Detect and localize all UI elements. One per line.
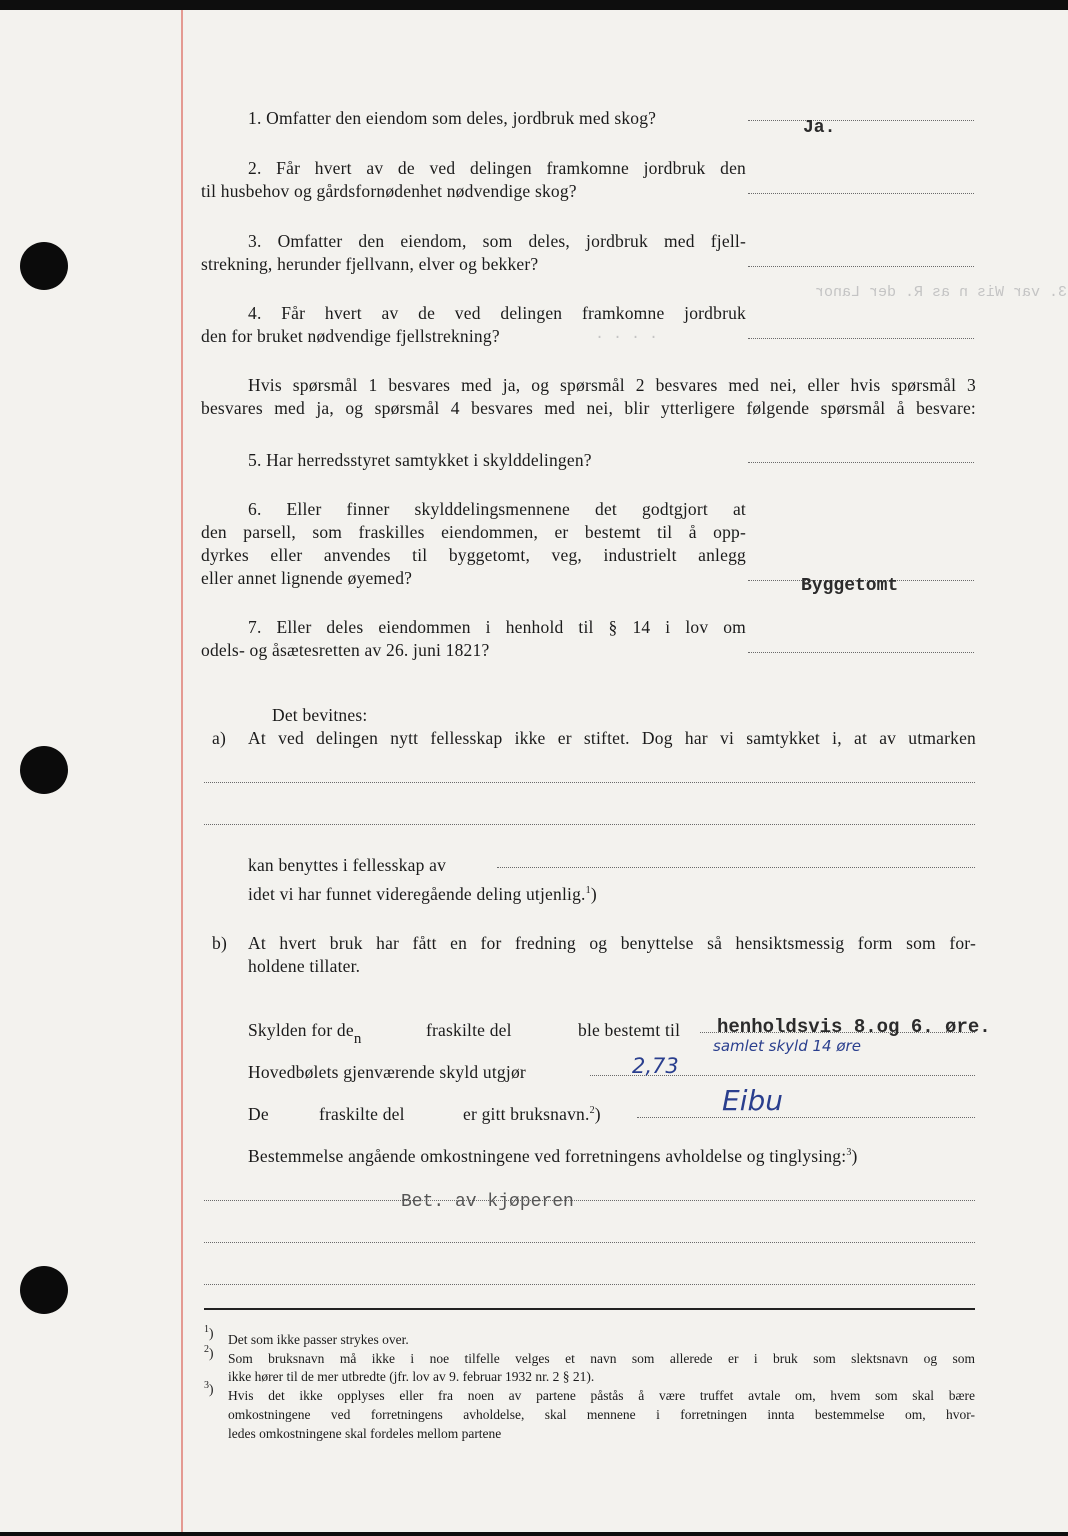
answer-1: Ja. xyxy=(803,118,836,138)
footnote-2-line-1: Som bruksnavn må ikke i noe tilfelle velges et navn som allerede er i bruk som slektsnavn og som xyxy=(228,1351,975,1366)
hovedbol-value: 2,73 xyxy=(632,1054,679,1078)
footnote-3-mark: $^3$) xyxy=(204,1380,214,1397)
footnote-3-line-3: ledes omkostningene skal fordeles mellom partene xyxy=(228,1426,502,1441)
fill-line-a-3[interactable] xyxy=(497,867,975,868)
answer-line-7[interactable] xyxy=(748,652,974,653)
item-a-line-3: idet vi har funnet videregående deling utjenlig.$^1$) xyxy=(248,884,597,904)
punch-hole xyxy=(20,242,68,290)
condition-line-2: besvares med ja, og spørsmål 4 besvares med nei, blir ytterligere følgende spørsmål å besvare: xyxy=(201,398,976,418)
answer-line-2[interactable] xyxy=(748,193,974,194)
skyld-value: henholdsvis 8.og 6. øre. xyxy=(717,1016,991,1038)
fill-line-a-1[interactable] xyxy=(204,782,975,783)
item-b-marker: b) xyxy=(212,933,227,953)
question-3-line-1: 3. Omfatter den eiendom, som deles, jordbruk med fjell- xyxy=(248,231,746,251)
bruksnavn-fill-line[interactable] xyxy=(637,1117,975,1118)
bruksnavn-label-2: fraskilte del xyxy=(319,1104,405,1124)
answer-line-5[interactable] xyxy=(748,462,974,463)
item-b-line-2: holdene tillater. xyxy=(248,956,361,976)
answer-line-1[interactable] xyxy=(748,120,974,121)
footnote-3-line-1: Hvis det ikke opplyses eller fra noen av partene påstås å være truffet avtale om, hvem som skal bære xyxy=(228,1388,975,1403)
footnote-2-line-2: ikke hører til de mer utbredte (jfr. lov av 9. februar 1932 nr. 2 § 21). xyxy=(228,1369,595,1384)
footnote-1: Det som ikke passer strykes over. xyxy=(228,1332,409,1347)
footnote-2-mark: $^2$) xyxy=(204,1344,214,1361)
question-1: 1. Omfatter den eiendom som deles, jordbruk med skog? xyxy=(248,108,657,128)
item-a-marker: a) xyxy=(212,728,226,748)
bruksnavn-label-1: De xyxy=(248,1104,269,1124)
skyld-label-1: Skylden for den xyxy=(248,1020,362,1047)
punch-hole xyxy=(20,1266,68,1314)
document-page xyxy=(0,10,1068,1532)
show-through-text: 3. var Wis n as R. der Lanor xyxy=(815,284,1068,301)
question-4-line-2: den for bruket nødvendige fjellstrekning? xyxy=(201,326,500,346)
question-7-line-1: 7. Eller deles eiendommen i henhold til § 14 i lov om xyxy=(248,617,746,637)
answer-6: Byggetomt xyxy=(801,576,899,596)
question-6-line-3: dyrkes eller anvendes til byggetomt, veg, industrielt anlegg xyxy=(201,545,746,565)
question-6-line-2: den parsell, som fraskilles eiendommen, er bestemt til å opp- xyxy=(201,522,746,542)
item-a-line-1: At ved delingen nytt fellesskap ikke er stiftet. Dog har vi samtykket i, at av utmarken xyxy=(248,728,976,748)
bruksnavn-label-3: er gitt bruksnavn.$^2$) xyxy=(463,1104,601,1124)
question-3-line-2: strekning, herunder fjellvann, elver og bekker? xyxy=(201,254,539,274)
fill-line-a-2[interactable] xyxy=(204,824,975,825)
bruksnavn-value: Eibu xyxy=(722,1084,783,1117)
question-6-line-4: eller annet lignende øyemed? xyxy=(201,568,413,588)
skyld-label-2: fraskilte del xyxy=(426,1020,512,1040)
question-5: 5. Har herredsstyret samtykket i skylddelingen? xyxy=(248,450,592,470)
attestation-heading: Det bevitnes: xyxy=(272,705,368,725)
question-2-line-2: til husbehov og gårdsfornødenhet nødvendige skog? xyxy=(201,181,577,201)
bestemmelse-fill-line-3[interactable] xyxy=(204,1284,975,1285)
bestemmelse-value: Bet. av kjøperen xyxy=(401,1192,574,1212)
answer-line-4[interactable] xyxy=(748,338,974,339)
bestemmelse-fill-line-2[interactable] xyxy=(204,1242,975,1243)
question-2-line-1: 2. Får hvert av de ved delingen framkomne jordbruk den xyxy=(248,158,746,178)
skyld-label-3: ble bestemt til xyxy=(578,1020,681,1040)
margin-line xyxy=(181,10,183,1532)
show-through-text: . . . . xyxy=(595,326,659,343)
bestemmelse-fill-line-1[interactable] xyxy=(204,1200,975,1201)
footnote-3-line-2: omkostningene ved forretningens avholdelse, skal mennene i forretningen innta bestemmelse om, hvor- xyxy=(228,1407,975,1422)
bestemmelse-label: Bestemmelse angående omkostningene ved forretningens avholdelse og tinglysing:$^3$) xyxy=(248,1146,858,1166)
punch-hole xyxy=(20,746,68,794)
footnote-1-mark: $^1$) xyxy=(204,1324,214,1341)
skyld-handwritten-note: samlet skyld 14 øre xyxy=(713,1037,861,1055)
question-4-line-1: 4. Får hvert av de ved delingen framkomne jordbruk xyxy=(248,303,746,323)
question-7-line-2: odels- og åsætesretten av 26. juni 1821? xyxy=(201,640,490,660)
condition-line-1: Hvis spørsmål 1 besvares med ja, og spørsmål 2 besvares med nei, eller hvis spørsmål 3 xyxy=(248,375,976,395)
item-b-line-1: At hvert bruk har fått en for fredning og benyttelse så hensiktsmessig form som for- xyxy=(248,933,976,953)
question-6-line-1: 6. Eller finner skylddelingsmennene det godtgjort at xyxy=(248,499,746,519)
item-a-line-2: kan benyttes i fellesskap av xyxy=(248,855,447,875)
footnote-separator xyxy=(204,1308,975,1310)
hovedbol-label: Hovedbølets gjenværende skyld utgjør xyxy=(248,1062,526,1082)
answer-line-3[interactable] xyxy=(748,266,974,267)
